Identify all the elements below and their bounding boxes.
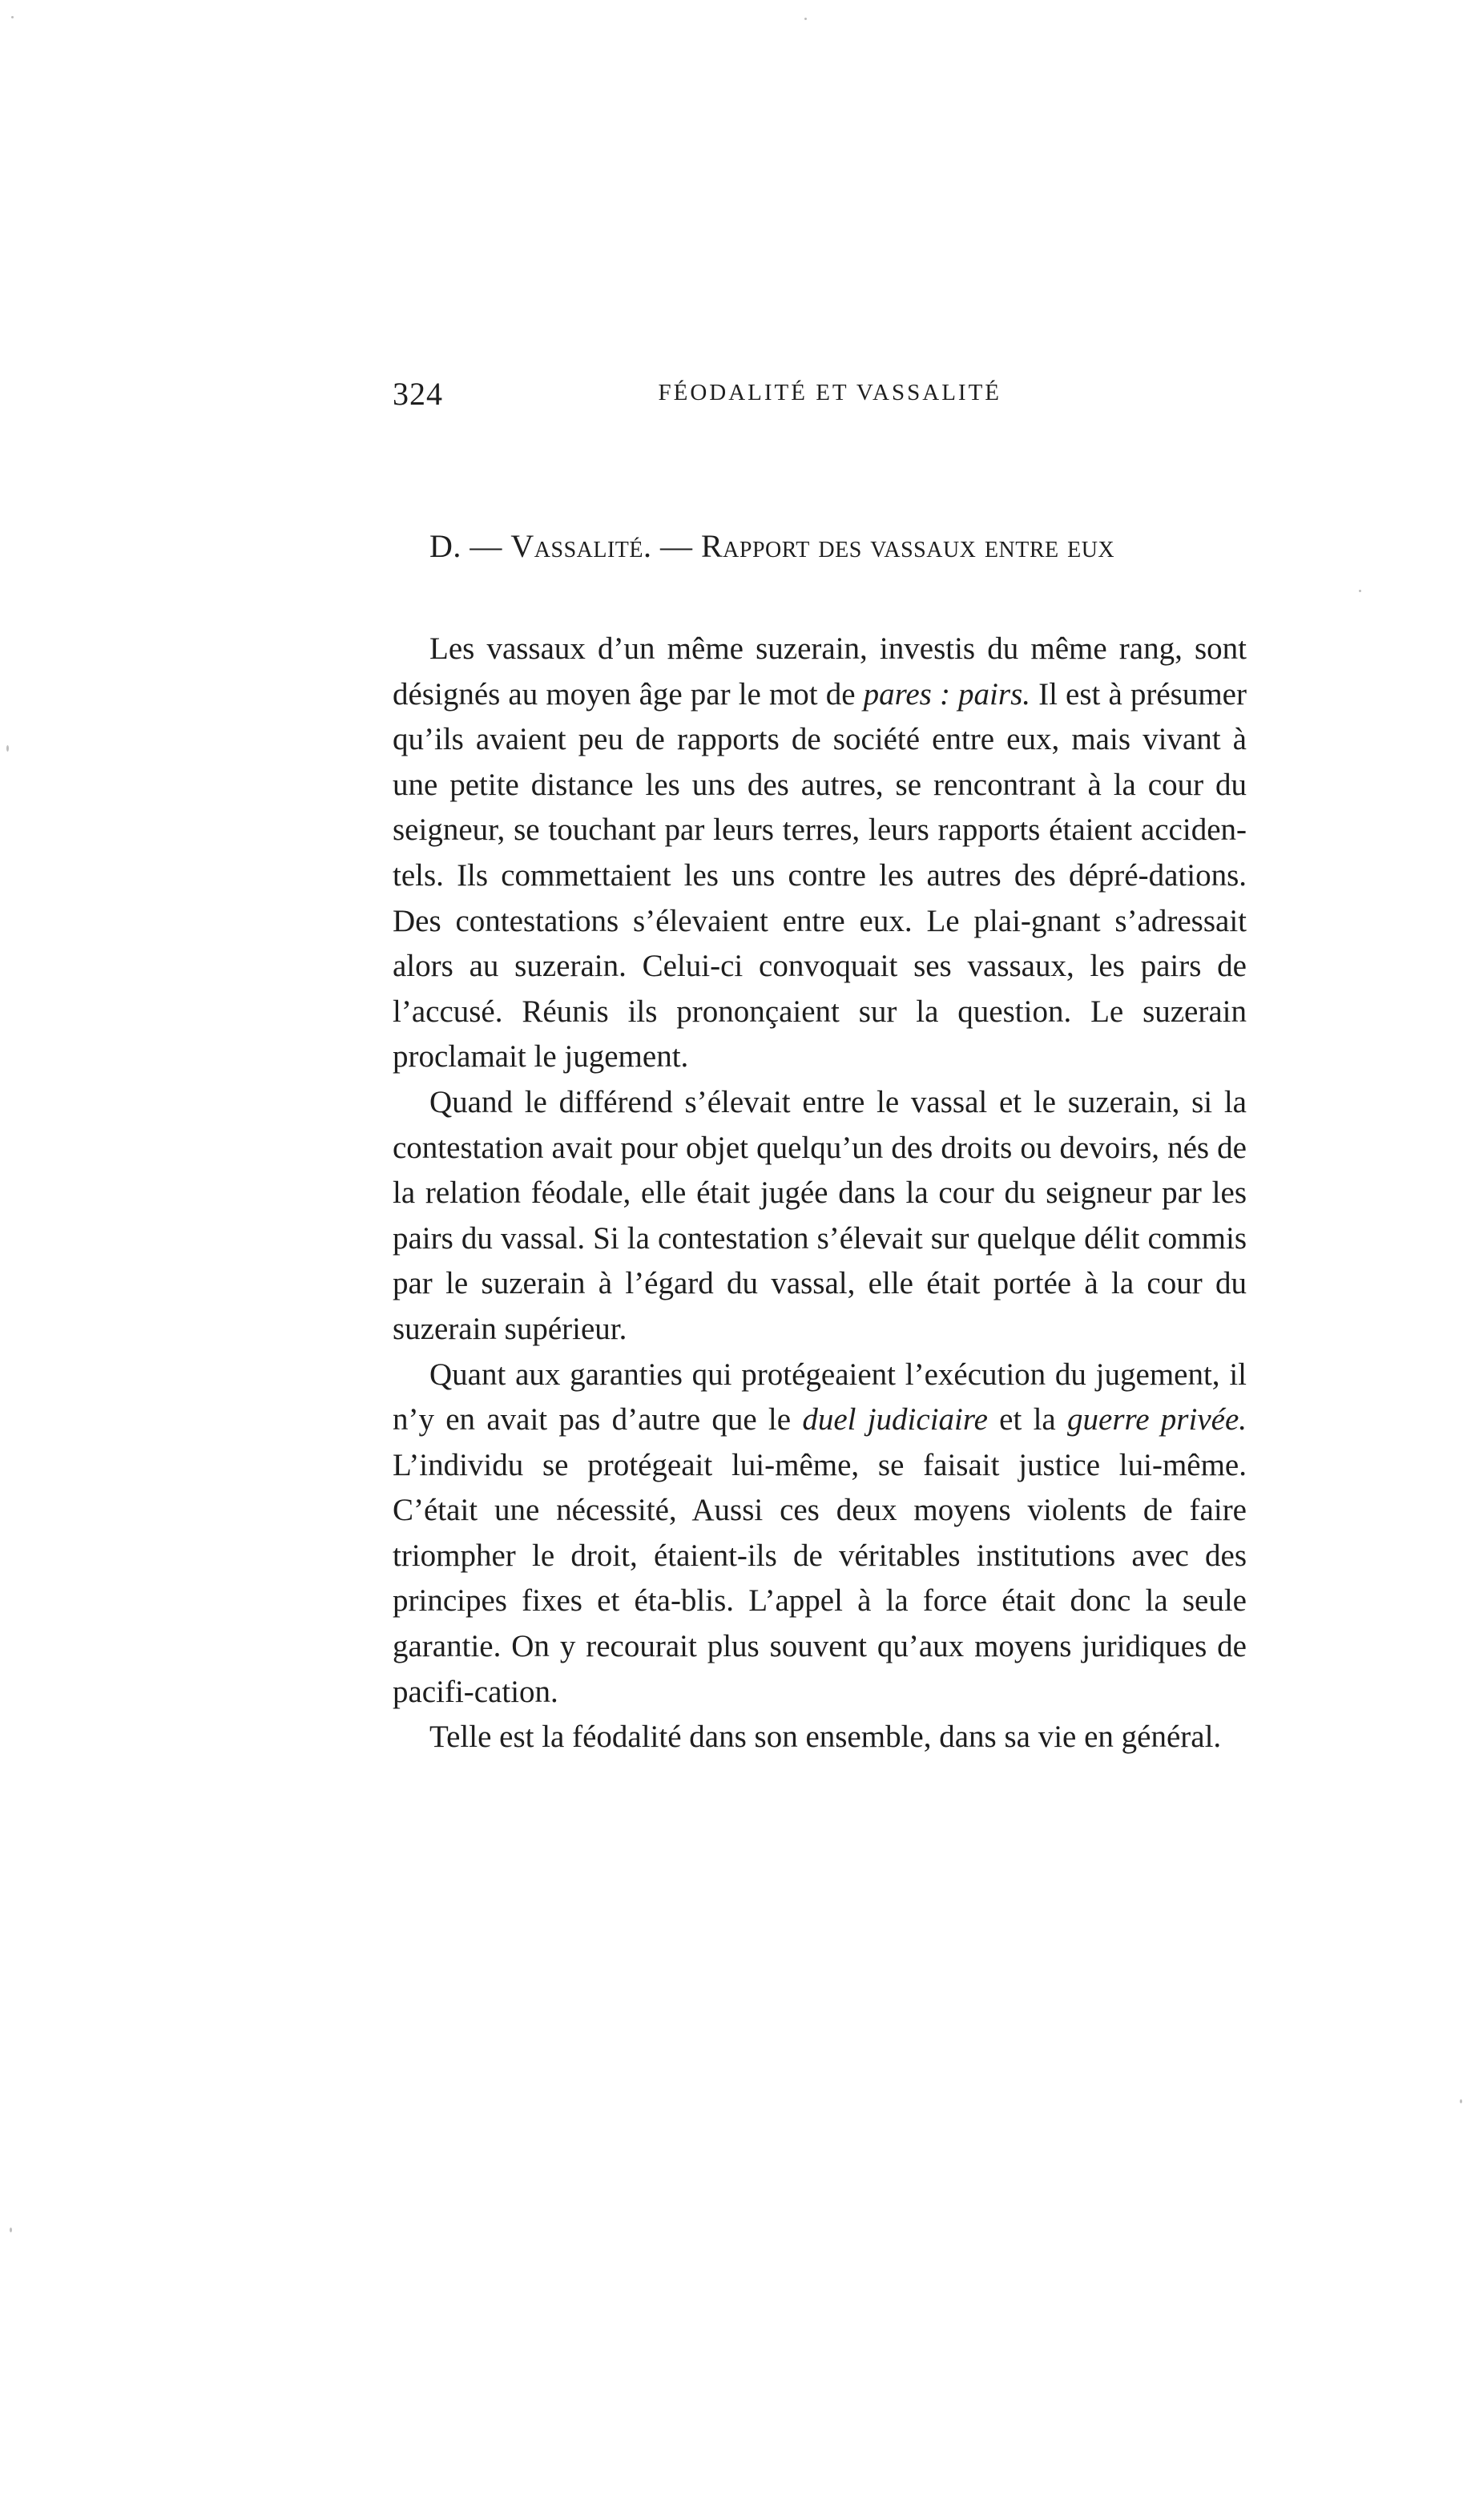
paragraph-1-text-b: Il est à présumer qu’ils avaient peu de rapports de société entre eux, mais vivant à une petite distance les uns des autres, se rencontrant à la cour du seigneur, se touchant par leurs terres, leurs rapports étaient acciden-tels. Ils commettaient les uns contre les autres des dépré-dations. Des contestations s’élevaient entre eux. Le plai-gnant s’adressait alors au suzerain. Celui-ci convoquait ses vassaux, les pairs de l’accusé. Réunis ils prononçaient sur la question. Le suzerain proclamait le jugement.	[393, 676, 1247, 1075]
section-letter: D. —	[429, 528, 502, 564]
section-separator: —	[660, 528, 693, 564]
paragraph-3-italic-b: guerre privée.	[1067, 1402, 1247, 1437]
paper-speck	[1359, 590, 1361, 592]
paragraph-1-text-a: Les vassaux d’un même suzerain, investis du même rang, sont désignés au moyen âge par le mot de	[393, 631, 1247, 712]
paragraph-3-text-c: L’individu se protégeait lui-même, se faisait justice lui-même. C’était une nécessité, Aussi ces deux moyens violents de faire triompher le droit, étaient-ils de véritables institutions avec des principes fixes et éta-blis. L’appel à la force était donc la seule garantie. On y recourait plus souvent qu’aux moyens juridiques de pacifi-cation.	[393, 1447, 1247, 1709]
paragraph-1	[393, 627, 1247, 1080]
page-header	[393, 375, 1001, 423]
paper-speck	[10, 2228, 12, 2232]
paper-speck	[11, 16, 14, 18]
running-title: FÉODALITÉ ET VASSALITÉ	[658, 380, 1001, 405]
paragraph-2: Quand le différend s’élevait entre le vassal et le suzerain, si la contestation avait pour objet quelqu’un des droits ou devoirs, nés de la relation féodale, elle était jugée dans la cour du seigneur par les pairs du vassal. Si la contestation s’élevait sur quelque délit commis par le suzerain à l’égard du vassal, elle était portée à la cour du suzerain supérieur.	[393, 1084, 1247, 1346]
paper-speck	[6, 745, 9, 752]
paper-speck	[1460, 2099, 1462, 2103]
paragraph-3-text-a: Quant aux garanties qui protégeaient l’exécution du jugement, il n’y en avait pas d’autre que le	[393, 1357, 1247, 1437]
section-title-part2: Rapport des vassaux entre eux	[701, 528, 1115, 564]
section-title-part1: Vassalité.	[510, 528, 652, 564]
body-text	[393, 627, 1247, 1760]
paper-speck	[804, 18, 807, 20]
paragraph-3	[393, 1353, 1247, 1716]
paragraph-1-italic: pares : pairs.	[863, 676, 1030, 712]
paragraph-4: Telle est la féodalité dans son ensemble, dans sa vie en général.	[429, 1720, 1222, 1755]
page-number: 324	[393, 376, 443, 412]
paragraph-3-italic-a: duel judiciaire	[802, 1402, 988, 1437]
paragraph-3-text-b: et la	[987, 1402, 1068, 1437]
section-heading	[429, 527, 1215, 565]
